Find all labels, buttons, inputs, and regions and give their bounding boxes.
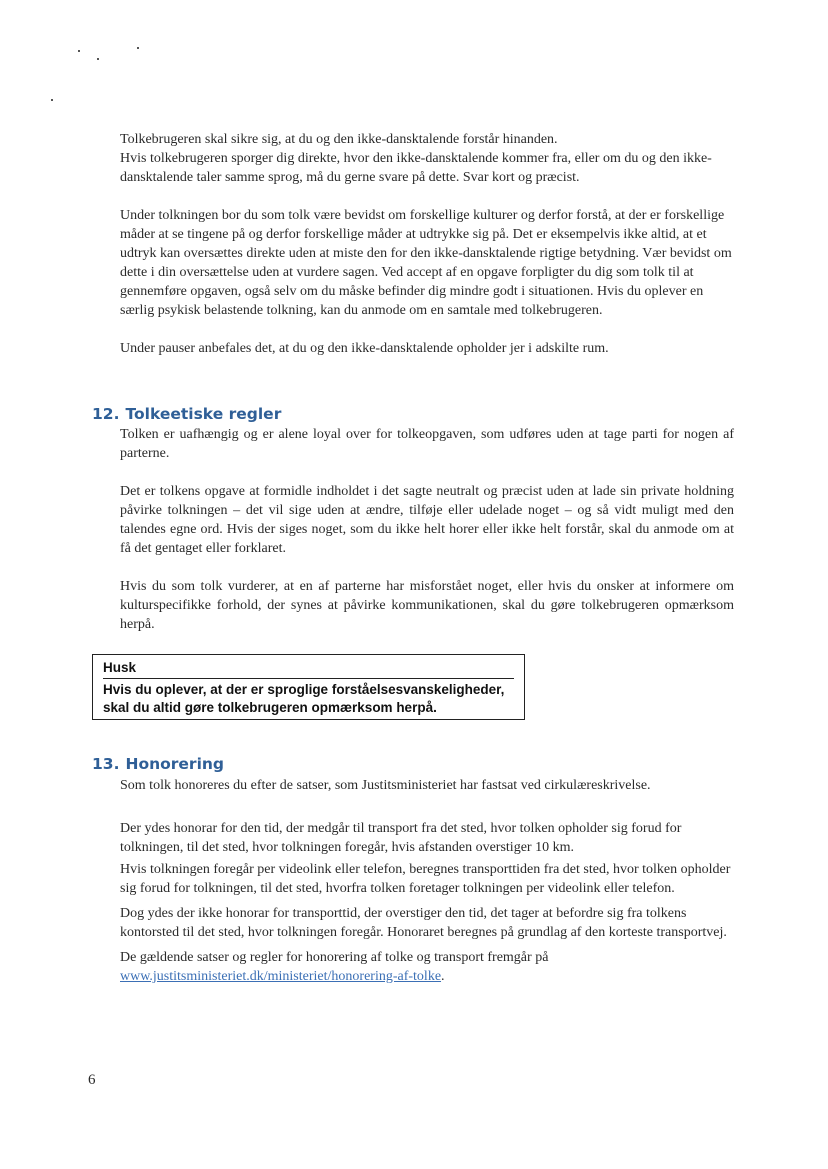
scan-speck [51, 99, 53, 101]
section-13-paragraph-3: Hvis tolkningen foregår per videolink eller telefon, beregnes transporttiden fra det sted, hvor tolken opholder sig forud for tolkningen, til det sted, hvorfra tolken foretager tolkningen per videolink eller telefon. [120, 862, 731, 896]
section-12-number: 12. [92, 405, 120, 423]
intro-block [120, 130, 734, 358]
intro-paragraph-3: Under pauser anbefales det, at du og den ikke-dansktalende opholder jer i adskilte rum. [120, 341, 609, 356]
page-number: 6 [88, 1072, 96, 1088]
section-13-number: 13. [92, 755, 120, 773]
scan-speck [137, 47, 139, 49]
honorering-link[interactable]: www.justitsministeriet.dk/ministeriet/honorering-af-tolke [120, 969, 442, 984]
section-13-body [120, 776, 734, 986]
intro-paragraph-1-line-1: Tolkebrugeren skal sikre sig, at du og den ikke-dansktalende forstår hinanden. [120, 132, 558, 147]
section-12-paragraph-2: Det er tolkens opgave at formidle indholdet i det sagte neutralt og præcist uden at lade sin private holdning påvirke tolkningen – det vil sige uden at ændre, tilføje eller udelade noget – og så vidt muligt med den talendes egne ord. Hvis der siges noget, som du ikke helt horer eller ikke helt forstår, skal du anmode om at få det gentaget eller forklaret. [120, 484, 734, 556]
husk-title: Husk [103, 660, 137, 675]
section-13-paragraph-5-text: De gældende satser og regler for honorering af tolke og transport fremgår på [120, 950, 549, 965]
section-12-paragraph-3: Hvis du som tolk vurderer, at en af parterne har misforstået noget, eller hvis du onsker at informere om kulturspecifikke forhold, der synes at påvirke kommunikationen, skal du gøre tolkebrugeren opmærksom herpå. [120, 579, 734, 632]
section-12-title: Tolkeetiske regler [125, 405, 282, 423]
section-12-heading [92, 404, 281, 424]
husk-text: Hvis du oplever, at der er sproglige forståelsesvanskeligheder, skal du altid gøre tolkebrugeren opmærksom herpå. [103, 682, 505, 715]
scan-speck [97, 58, 99, 60]
link-suffix: . [441, 969, 445, 984]
section-12-body [120, 425, 734, 634]
section-12-paragraph-1: Tolken er uafhængig og er alene loyal over for tolkeopgaven, som udføres uden at tage parti for nogen af parterne. [120, 427, 734, 461]
section-13-paragraph-2: Der ydes honorar for den tid, der medgår til transport fra det sted, hvor tolken opholder sig forud for tolkningen, til det sted, hvor tolkningen foregår, hvis afstanden overstiger 10 km. [120, 821, 682, 855]
section-13-paragraph-4: Dog ydes der ikke honorar for transporttid, der overstiger den tid, det tager at befordre sig fra tolkens kontorsted til det sted, hvor tolkningen foregår. Honoraret beregnes på grundlag af den korteste transportvej. [120, 906, 727, 940]
husk-box [92, 654, 525, 720]
section-13-title: Honorering [125, 755, 225, 773]
scan-speck [78, 50, 80, 52]
section-13-heading [92, 754, 224, 774]
section-13-paragraph-1: Som tolk honoreres du efter de satser, som Justitsministeriet har fastsat ved cirkulæreskrivelse. [120, 778, 651, 793]
husk-divider [103, 678, 514, 679]
intro-paragraph-2: Under tolkningen bor du som tolk være bevidst om forskellige kulturer og derfor forstå, at der er forskellige måder at se tingene på og derfor forskellige måder at udtrykke sig på. Det er eksempelvis ikke altid, at et udtryk kan oversættes direkte uden at miste den for den ikke-dansktalende rigtige betydning. Vær bevidst om dette i din oversættelse uden at vurdere sagen. Ved accept af en opgave forpligter du dig som tolk til at gennemføre opgaven, også selv om du måske befinder dig mindre godt i situationen. Hvis du oplever en særlig psykisk belastende tolkning, kan du anmode om en samtale med tolkebrugeren. [120, 208, 732, 318]
section-13-paragraph-5 [120, 948, 734, 986]
intro-paragraph-1-line-2: Hvis tolkebrugeren sporger dig direkte, hvor den ikke-dansktalende kommer fra, eller om du og den ikke-dansktalende taler samme sprog, må du gerne svare på dette. Svar kort og præcist. [120, 151, 712, 185]
